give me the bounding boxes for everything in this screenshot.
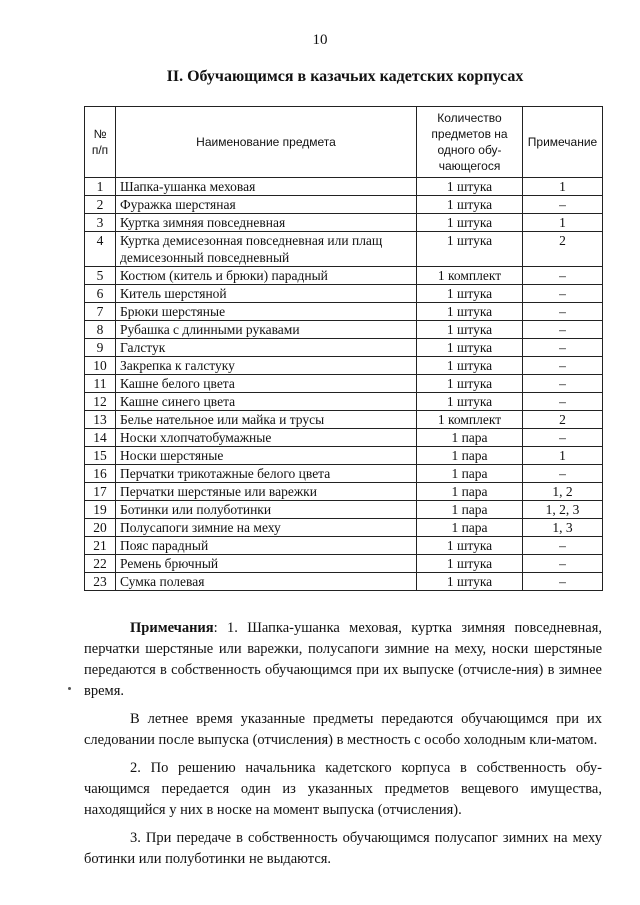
row-item-name: Куртка зимняя повседневная	[116, 214, 417, 232]
notes-section	[84, 618, 602, 877]
row-quantity: 1 штука	[417, 285, 523, 303]
row-note: –	[523, 555, 603, 573]
row-item-name: Кашне белого цвета	[116, 375, 417, 393]
row-note: –	[523, 196, 603, 214]
row-number: 9	[85, 339, 116, 357]
row-item-name: Фуражка шерстяная	[116, 196, 417, 214]
row-number: 6	[85, 285, 116, 303]
row-note: 1	[523, 178, 603, 196]
row-item-name: Кашне синего цвета	[116, 393, 417, 411]
row-item-name: Носки хлопчатобумажные	[116, 429, 417, 447]
notes-paragraph-1-text: : 1. Шапка-ушанка меховая, куртка зимняя повседневная, перчатки шерстяные или варежки, полусапоги зимние на меху, носки шерстяные передаются в собственность обучающимся при их выпуске (отчисле-ния) в зимнее время.	[84, 620, 602, 699]
table-row	[85, 411, 603, 429]
row-number: 19	[85, 501, 116, 519]
row-item-name: Сумка полевая	[116, 573, 417, 591]
row-note: –	[523, 573, 603, 591]
row-quantity: 1 штука	[417, 555, 523, 573]
table-header-row	[85, 107, 603, 178]
table-row	[85, 321, 603, 339]
row-quantity: 1 штука	[417, 339, 523, 357]
row-note: –	[523, 393, 603, 411]
row-quantity: 1 штука	[417, 232, 523, 267]
row-number: 10	[85, 357, 116, 375]
row-note: –	[523, 357, 603, 375]
row-item-name: Пояс парадный	[116, 537, 417, 555]
row-quantity: 1 штука	[417, 393, 523, 411]
notes-paragraph-3: 2. По решению начальника кадетского корпуса в собственность обу-чающимся передается один из указанных предметов вещевого имущества, находящийся у них в носке на момент выпуска (отчисления).	[84, 760, 602, 818]
row-number: 11	[85, 375, 116, 393]
row-item-name: Белье нательное или майка и трусы	[116, 411, 417, 429]
row-note: –	[523, 375, 603, 393]
row-quantity: 1 комплект	[417, 267, 523, 285]
table-row	[85, 465, 603, 483]
row-item-name: Перчатки трикотажные белого цвета	[116, 465, 417, 483]
row-note: 1	[523, 214, 603, 232]
table-row	[85, 357, 603, 375]
section-title: II. Обучающимся в казачьих кадетских корпусах	[166, 68, 524, 85]
table-row	[85, 196, 603, 214]
row-number: 5	[85, 267, 116, 285]
row-item-name: Полусапоги зимние на меху	[116, 519, 417, 537]
notes-paragraph-1	[84, 618, 602, 702]
row-number: 17	[85, 483, 116, 501]
table-row	[85, 537, 603, 555]
row-note: –	[523, 537, 603, 555]
row-note: –	[523, 303, 603, 321]
row-number: 12	[85, 393, 116, 411]
header-note: Примечание	[523, 107, 603, 178]
row-note: 2	[523, 232, 603, 267]
table-row	[85, 303, 603, 321]
row-number: 8	[85, 321, 116, 339]
table-row	[85, 375, 603, 393]
row-item-name: Брюки шерстяные	[116, 303, 417, 321]
row-note: 2	[523, 411, 603, 429]
row-quantity: 1 комплект	[417, 411, 523, 429]
row-item-name: Костюм (китель и брюки) парадный	[116, 267, 417, 285]
row-note: –	[523, 465, 603, 483]
row-quantity: 1 штука	[417, 573, 523, 591]
row-quantity: 1 штука	[417, 196, 523, 214]
row-number: 3	[85, 214, 116, 232]
row-note: 1	[523, 447, 603, 465]
row-note: 1, 3	[523, 519, 603, 537]
table-row	[85, 429, 603, 447]
row-item-name: Куртка демисезонная повседневная или плащ демисезонный повседневный	[116, 232, 417, 267]
row-quantity: 1 штука	[417, 303, 523, 321]
table-row	[85, 483, 603, 501]
row-item-name: Носки шерстяные	[116, 447, 417, 465]
notes-paragraph-4: 3. При передаче в собственность обучающимся полусапог зимних на меху ботинки или полуботинки не выдаются.	[84, 830, 602, 867]
row-item-name: Ремень брючный	[116, 555, 417, 573]
row-quantity: 1 штука	[417, 178, 523, 196]
header-number: № п/п	[85, 107, 116, 178]
row-number: 4	[85, 232, 116, 267]
table-row	[85, 339, 603, 357]
row-item-name: Рубашка с длинными рукавами	[116, 321, 417, 339]
row-quantity: 1 штука	[417, 537, 523, 555]
row-quantity: 1 пара	[417, 483, 523, 501]
row-number: 16	[85, 465, 116, 483]
row-quantity: 1 штука	[417, 375, 523, 393]
row-quantity: 1 штука	[417, 321, 523, 339]
row-quantity: 1 штука	[417, 214, 523, 232]
notes-paragraph-2: В летнее время указанные предметы передаются обучающимся при их следовании после выпуска (отчисления) в местность с особо холодным кли-матом.	[84, 711, 602, 748]
row-quantity: 1 штука	[417, 357, 523, 375]
row-number: 23	[85, 573, 116, 591]
row-note: –	[523, 321, 603, 339]
header-quantity: Количество предметов на одного обу-чающегося	[417, 107, 523, 178]
row-number: 1	[85, 178, 116, 196]
table-row	[85, 178, 603, 196]
row-item-name: Китель шерстяной	[116, 285, 417, 303]
row-item-name: Галстук	[116, 339, 417, 357]
row-item-name: Шапка-ушанка меховая	[116, 178, 417, 196]
row-note: –	[523, 429, 603, 447]
row-quantity: 1 пара	[417, 501, 523, 519]
row-note: –	[523, 339, 603, 357]
row-number: 7	[85, 303, 116, 321]
row-note: –	[523, 267, 603, 285]
table-body	[85, 178, 603, 591]
table-row	[85, 555, 603, 573]
scan-dot	[68, 687, 71, 690]
row-item-name: Закрепка к галстуку	[116, 357, 417, 375]
header-name: Наименование предмета	[116, 107, 417, 178]
table-row	[85, 501, 603, 519]
row-item-name: Перчатки шерстяные или варежки	[116, 483, 417, 501]
row-quantity: 1 пара	[417, 465, 523, 483]
table-row	[85, 232, 603, 267]
table-row	[85, 267, 603, 285]
table-row	[85, 573, 603, 591]
row-item-name: Ботинки или полуботинки	[116, 501, 417, 519]
table-row	[85, 393, 603, 411]
row-note: 1, 2, 3	[523, 501, 603, 519]
row-number: 14	[85, 429, 116, 447]
notes-heading: Примечания	[130, 620, 214, 636]
row-number: 13	[85, 411, 116, 429]
page-number: 10	[312, 32, 328, 48]
row-quantity: 1 пара	[417, 519, 523, 537]
row-note: –	[523, 285, 603, 303]
table-row	[85, 519, 603, 537]
row-number: 20	[85, 519, 116, 537]
table-row	[85, 285, 603, 303]
row-number: 15	[85, 447, 116, 465]
table-row	[85, 214, 603, 232]
row-number: 22	[85, 555, 116, 573]
row-quantity: 1 пара	[417, 447, 523, 465]
row-quantity: 1 пара	[417, 429, 523, 447]
row-note: 1, 2	[523, 483, 603, 501]
row-number: 2	[85, 196, 116, 214]
row-number: 21	[85, 537, 116, 555]
items-table	[84, 106, 603, 591]
table-row	[85, 447, 603, 465]
